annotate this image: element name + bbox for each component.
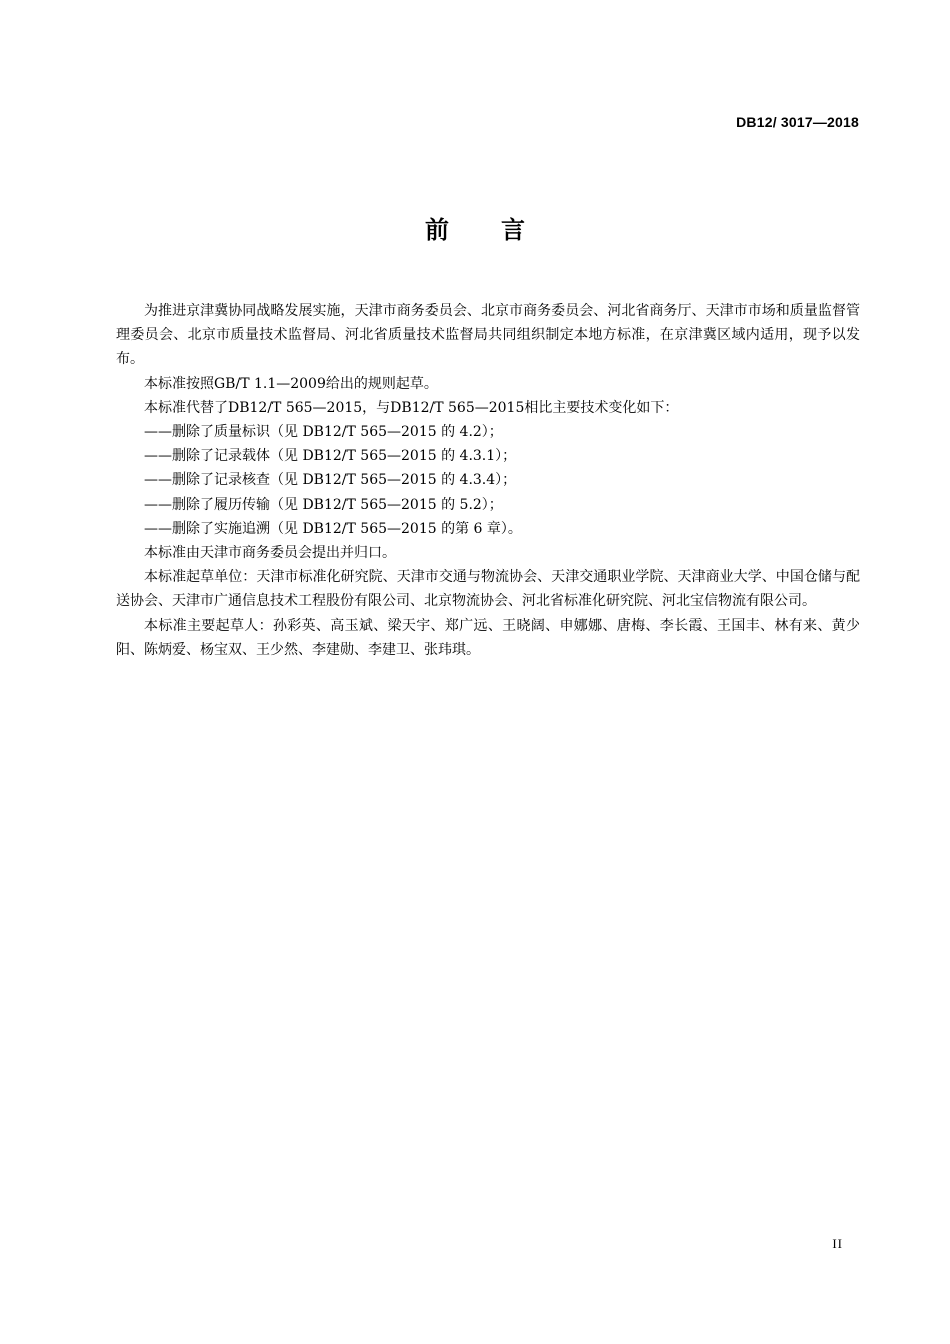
change-item: ——删除了实施追溯（见 DB12/T 565—2015 的第 6 章）。 xyxy=(144,520,522,537)
foreword-body xyxy=(116,299,860,662)
paragraph-drafting-rules: 本标准按照GB/T 1.1—2009给出的规则起草。 xyxy=(144,375,438,392)
page-title: 前言 xyxy=(425,216,577,244)
paragraph-purpose: 为推进京津冀协同战略发展实施，天津市商务委员会、北京市商务委员会、河北省商务厅、天津市市场和质量监督管理委员会、北京市质量技术监督局、河北省质量技术监督局共同组织制定本地方标准，在京津冀区域内适用，现予以发布。 xyxy=(116,303,860,368)
paragraph-proposer: 本标准由天津市商务委员会提出并归口。 xyxy=(144,545,396,562)
change-item: ——删除了履历传输（见 DB12/T 565—2015 的 5.2）； xyxy=(144,496,503,513)
change-item: ——删除了记录核查（见 DB12/T 565—2015 的 4.3.4）； xyxy=(144,472,517,489)
paragraph-replacement: 本标准代替了DB12/T 565—2015，与DB12/T 565—2015相比主要技术变化如下： xyxy=(144,399,679,416)
paragraph-drafting-units: 本标准起草单位：天津市标准化研究院、天津市交通与物流协会、天津交通职业学院、天津商业大学、中国仓储与配送协会、天津市广通信息技术工程股份有限公司、北京物流协会、河北省标准化研究院、河北宝信物流有限公司。 xyxy=(116,569,860,610)
paragraph-drafters: 本标准主要起草人：孙彩英、高玉斌、梁天宇、郑广远、王晓阔、申娜娜、唐梅、李长霞、王国丰、林有来、黄少阳、陈炳爱、杨宝双、王少然、李建勋、李建卫、张玮琪。 xyxy=(116,617,860,658)
document-code: DB12/ 3017—2018 xyxy=(736,114,859,130)
page-number: II xyxy=(832,1236,843,1251)
change-item: ——删除了质量标识（见 DB12/T 565—2015 的 4.2）； xyxy=(144,424,503,441)
change-item: ——删除了记录载体（见 DB12/T 565—2015 的 4.3.1）； xyxy=(144,448,517,465)
